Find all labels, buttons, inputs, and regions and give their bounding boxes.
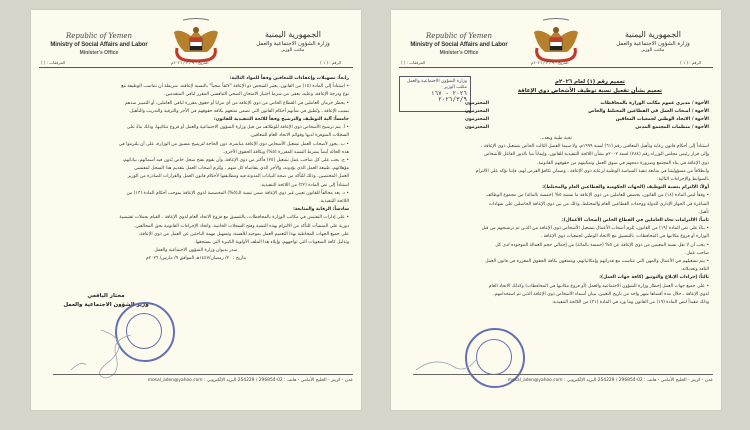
header-divider xyxy=(39,67,353,68)
attachments-value: ( ) xyxy=(401,60,406,65)
footer-address xyxy=(391,370,721,394)
recipients-list xyxy=(465,100,709,132)
ministry-en: Ministry of Social Affairs and Labor xyxy=(410,42,508,48)
paragraph: هذه الحالة أيضاً بشرط النسبة المقررة (٥%) وبكافة الحقوق الأخرى. xyxy=(222,149,349,155)
circular-subject: تعميم بشأن تفعيل نسبة توظيف الأشخاص ذوي الإعاقة xyxy=(517,88,663,94)
stamp-number: ٢٠٢٦ - ١٦٧ xyxy=(430,90,467,97)
paragraph: • استناداً إلى المادة (١٥) من القانون، يعتبر الشخص ذو الإعاقة "لائقاً صحياً" بالنسبة لإعاقته، شريطة أن تتناسب الوظيفة مع xyxy=(121,84,349,90)
outgoing-registry-stamp xyxy=(399,76,471,112)
paragraph: استناداً إلى أحكام قانون رعاية وتأهيل المعاقين رقم (٦١) لسنة ١٩٩٩م، ولا سيما الفصل الثالث الخاص بتشغيل ذوي الإعاقة ، xyxy=(481,144,709,150)
recipient-name: الأخوة / منظمات المجتمع المدني xyxy=(635,125,709,130)
yemen-eagle-emblem-icon xyxy=(171,18,221,64)
section-4-title: رابعاً: تسهيلات وإعفاءات للمعاقين وفقاً للمواد التالية: xyxy=(229,76,349,81)
recipient-row xyxy=(465,100,709,108)
footer-divider xyxy=(413,374,713,375)
republic-en: Republic of Yemen xyxy=(66,32,132,40)
paragraph: بالضوابط والإجراءات التالية: xyxy=(657,177,709,183)
signatory-title: وزير الشؤون الاجتماعية والعمل xyxy=(63,302,149,308)
header-divider xyxy=(399,67,713,68)
attachments-field xyxy=(41,60,65,65)
recipient-honorific: المحترمون xyxy=(465,101,490,106)
recipient-row xyxy=(465,116,709,124)
paragraph: تأهيل. xyxy=(697,209,709,215)
recipient-name: الأخوة / مديري عموم مكاتب الوزارة بالمحافظات xyxy=(600,101,709,106)
section-2-title: ثانياً: الالتزامات تجاه العاملين في القطاع الخاص (أصحاب الأعمال): xyxy=(561,218,709,224)
paragraph: اللائحة التنفيذية. xyxy=(319,199,349,205)
paragraph: دورية على المنشآت للتأكد من الالتزام بهذه النسبة وفتح السجلات الخاصة، واتخاذ الإجراءات القانونية بحق المخالفين. xyxy=(133,223,349,229)
ministry-ar: وزارة الشؤون الاجتماعية والعمل xyxy=(616,41,690,47)
paragraph: • يحظر حرمان العاملين في القطاع الخاص من ذوي الإعاقة من أي مزايا أو حقوق مقررة لباقي العاملين، أو التمييز ضدهم xyxy=(124,100,349,106)
yemen-eagle-emblem-icon xyxy=(531,18,581,64)
paragraph: • على جميع جهات العمل إخطار وزارة الشؤون الاجتماعية والعمل (أو فروع مكاتبها في المحافظات) وكذلك الاتحاد العام xyxy=(488,283,709,289)
paragraph: وإلى قرار رئيس مجلس الوزراء رقم (٢٨٤) لسنة ٢٠٠٢م بشأن اللائحة التنفيذية للقانون، وإيماناً منا بالدور الفاعل للأشخاص xyxy=(483,152,709,158)
paragraph: • ب. يجوز لأصحاب العمل تشغيل الأشخاص ذوي الإعاقة مباشرة، دون الحاجة لترشيح مسبق من الوزارة، على أن يلتزموا في xyxy=(118,141,349,147)
paragraph: مؤهلاتهم، طبيعة العمل الذي يؤدونه، والأجر الذي يتقاضاه كل منهم ، ويُلزم أصحاب العمل بتقديم هذا السجل لمفتشي xyxy=(134,166,349,172)
signatory-name: مختار اليافعي xyxy=(87,293,125,299)
section-1-title: أولاً: الالتزام بنسبة التوظيف (الجهات الحكومية والقطاعين العام والمختلط): xyxy=(542,185,709,191)
recipient-honorific: المحترمون xyxy=(465,109,490,114)
paragraph: • بناءً على نص المادة (١٩) من القانون، يُلزم أصحاب الأعمال بتشغيل الأشخاص ذوي الإعاقة من الذين تم ترشيحهم من قبل xyxy=(481,226,709,232)
ref-label: الرقم : xyxy=(329,60,341,65)
date-field xyxy=(531,60,568,65)
republic-ar: الجمهورية اليمنية xyxy=(264,30,321,39)
paragraph: صاحب عمل. xyxy=(685,250,709,256)
letterhead xyxy=(391,10,721,66)
greeting: تحية طيبة وبعد،،، xyxy=(540,136,572,141)
recipient-row xyxy=(465,108,709,116)
ref-field xyxy=(320,60,341,65)
paragraph: الشاغرة في الجهاز الإداري للدولة ووحدات القطاعين العام والمختلط، وذلك من بين ذوي الإعاقة الحاصلين على شهادات xyxy=(488,201,709,207)
stamp-line-1: وزارة الشؤون الاجتماعية والعمل xyxy=(406,79,467,84)
recipient-row xyxy=(465,124,709,132)
stamp-date: ٢٠٢٦/٣/٩ xyxy=(438,96,467,103)
paragraph: بسبب الإعاقة ، وتُطبق في شأنهم أحكام القانون التي تضمن تمتعهم بكافة حقوقهم في الأجر والترقية والتدريب والتأهيل. xyxy=(128,108,349,114)
document-page-2 xyxy=(31,10,361,410)
attachments-label: المرفقات : xyxy=(406,60,426,65)
office-ar: مكتب الوزير xyxy=(281,48,305,53)
footer-address-text: عدن - كريتر - الخليج الأمامي - هاتف : 02-296854 / 254229 البريد الإلكتروني : mosal_aden@yahoo.com xyxy=(507,378,713,383)
section-5-title: خامساً: آلية التوظيف والترشيح وفقاً للائحة التنفيذية للقانون: xyxy=(213,117,349,123)
paragraph: • وفقاً لنص المادة (١٨) من القانون، يخصص للعاملين من ذوي الإعاقة ما نسبته ٥% (خمسة بالمائة) من مجموع الوظائف xyxy=(486,193,709,199)
attachments-value: ( ) xyxy=(41,60,46,65)
paragraph: الوزارة أو فروع مكاتبها في المحافظات، بالتنسيق مع الاتحاد الوطني لجمعيات ذوي الإعاقة . xyxy=(540,234,709,240)
paragraph: وتذليل كافة الصعوبات التي تواجههم، وإيلاء هذا الملف الأولوية الكبيرة التي يستحقها. xyxy=(194,240,349,246)
paragraph: • د. يعد مخالفاً للقانون تعيين غير ذوي الإعاقة ضمن نسبة الـ(٥%) المخصصة لذوي الإعاقة بموجب أحكام المادة (١٣) من xyxy=(126,190,349,196)
ref-field xyxy=(680,60,701,65)
paragraph: • على إدارات التفتيش في مكاتب الوزارة بالمحافظات، بالتنسيق مع فروع الاتحاد العام لذوي الإعاقة ، القيام بحملات تفتيشية xyxy=(119,215,349,221)
letterhead-arabic xyxy=(233,30,353,53)
right-page-body xyxy=(403,135,709,307)
paragraph: وذلك تنفيذاً لنص المادة (١٩) من القانون وما ورد في المادة (٣١) من اللائحة التنفيذية. xyxy=(551,300,709,306)
footer-address xyxy=(31,370,361,394)
recipient-name: الأخوة / الاتحاد الوطني لجمعيات المعاقين xyxy=(615,117,709,122)
paragraph: على جميع الجهات المخاطبة بهذا التعميم العمل بموجبه للأهمية، وتسهيل مهمة الباحثين عن العمل من ذوي الإعاقة، xyxy=(138,231,349,237)
issued-date: بتاريخ : ٢٠/ رمضان/١٤٤٧هـ الموافق ٩/ مارس/ ٢٠٢٦م xyxy=(145,256,247,262)
date-label: التاريخ : xyxy=(195,60,209,65)
ref-value: ( ١ ) xyxy=(320,60,328,65)
ref-value: ( ١ ) xyxy=(680,60,688,65)
paragraph: النافذ وتعديلاته. xyxy=(680,267,709,273)
republic-en: Republic of Yemen xyxy=(426,32,492,40)
paragraph: • ج. يجب على كل صاحب عمل تشغيل (٢٥) فأكثر من ذوي الإعاقة، وأن يقوم بفتح سجل خاص يُدون فيه أسمائهم، بياناتهم، xyxy=(122,158,349,164)
recipient-honorific: المحترمون xyxy=(465,125,490,130)
date-value: ٩ / ٣ / ٢٠٢٦م xyxy=(531,60,555,65)
paragraph: لذوي الإعاقة ، خلال مدة أقصاها شهر واحد من تاريخ التعيين، ببيان أسماء الأشخاص ذوي الإعاقة الذين تم استخدامهم، xyxy=(493,291,709,297)
ref-label: الرقم : xyxy=(689,60,701,65)
attachments-field xyxy=(401,60,425,65)
attachments-label: المرفقات : xyxy=(46,60,66,65)
letterhead-arabic xyxy=(593,30,713,53)
letterhead-english xyxy=(399,32,519,56)
recipient-name: الأخوة / أصحاب العمل في القطاعين المختلط والخاص xyxy=(588,109,709,114)
date-field xyxy=(171,60,208,65)
document-page-1 xyxy=(391,10,721,410)
paragraph: وانطلاقاً من مسؤوليتنا في متابعة تنفيذ السياسة الوطنية لرعاية ذوي الإعاقة ، وضمان تكافؤ الفرص لهم، فإننا نؤكد على الالتزام xyxy=(475,168,709,174)
paragraph: • يجب أن لا تقل نسبة المعينين من ذوي الإعاقة عن ٥% (خمسة بالمائة) من إجمالي حجم العمالة الموجودة لدى كل xyxy=(495,242,709,248)
footer-address-text: عدن - كريتر - الخليج الأمامي - هاتف : 02-296854 / 254229 البريد الإلكتروني : mosal_aden@yahoo.com xyxy=(147,378,353,383)
letterhead-english xyxy=(39,32,159,56)
office-ar: مكتب الوزير xyxy=(641,48,665,53)
circular-title: تعميم رقم (١) لعام ٢٠٢٦م xyxy=(555,79,625,85)
letterhead xyxy=(31,10,361,66)
stamp-line-2: مكتب الوزير xyxy=(444,85,467,90)
paragraph: نوع ودرجة الإعاقة، وعليه، يعفى من شرط اجتياز الامتحان الصحي التنافسي المقرر لباقي المتقدمين. xyxy=(164,92,349,98)
date-value: ٩ / ٣ / ٢٠٢٦م xyxy=(171,60,195,65)
paragraph: استناداً إلى نص المادة (٣٢) من اللائحة التنفيذية. xyxy=(260,182,349,188)
paragraph: ذوي الإعاقة في بناء المجتمع وضرورة دمجهم في سوق العمل وتمكينهم من حقوقهم القانونية. xyxy=(536,160,709,166)
paragraph: العمل المختصين، وذلك للتأكد من صحة البيانات المدونة فيه ومطابقتها لأحكام قانون العمل والقرارات الصادرة من الوزير xyxy=(127,174,349,180)
issued-at: صدر بديوان وزارة الشؤون الاجتماعية والعمل xyxy=(154,248,238,254)
left-page-body xyxy=(43,75,349,264)
recipient-honorific: المحترمون xyxy=(465,117,490,122)
paragraph: • أ. يتم ترشيح الأشخاص ذوي الإعاقة للوظائف من قبل وزارة الشؤون الاجتماعية والعمل أو فروع مكاتبها، وذلك بناءً على xyxy=(126,125,349,131)
date-label: التاريخ : xyxy=(555,60,569,65)
republic-ar: الجمهورية اليمنية xyxy=(624,30,681,39)
office-en: Minister's Office xyxy=(79,50,119,56)
office-en: Minister's Office xyxy=(439,50,479,56)
ministry-en: Ministry of Social Affairs and Labor xyxy=(50,42,148,48)
paragraph: السجلات المتوفرة لديها وقوائم الاتحاد العام للمعاقين. xyxy=(249,133,349,139)
paragraph: • يتم تشغيلهم في الأعمال والمهن التي تتناسب مع قدراتهم وإمكانياتهم، ويتمتعون بكافة الحقوق المقررة في قانون العمل xyxy=(485,259,709,265)
footer-divider xyxy=(53,374,353,375)
ministry-ar: وزارة الشؤون الاجتماعية والعمل xyxy=(256,41,330,47)
section-6-title: سادساً: الرقابة والمتابعة: xyxy=(293,207,349,213)
circular-heading xyxy=(471,78,709,96)
section-3-title: ثالثاً: إجراءات الإبلاغ والتوثيق (كافة جهات العمل): xyxy=(599,275,709,281)
